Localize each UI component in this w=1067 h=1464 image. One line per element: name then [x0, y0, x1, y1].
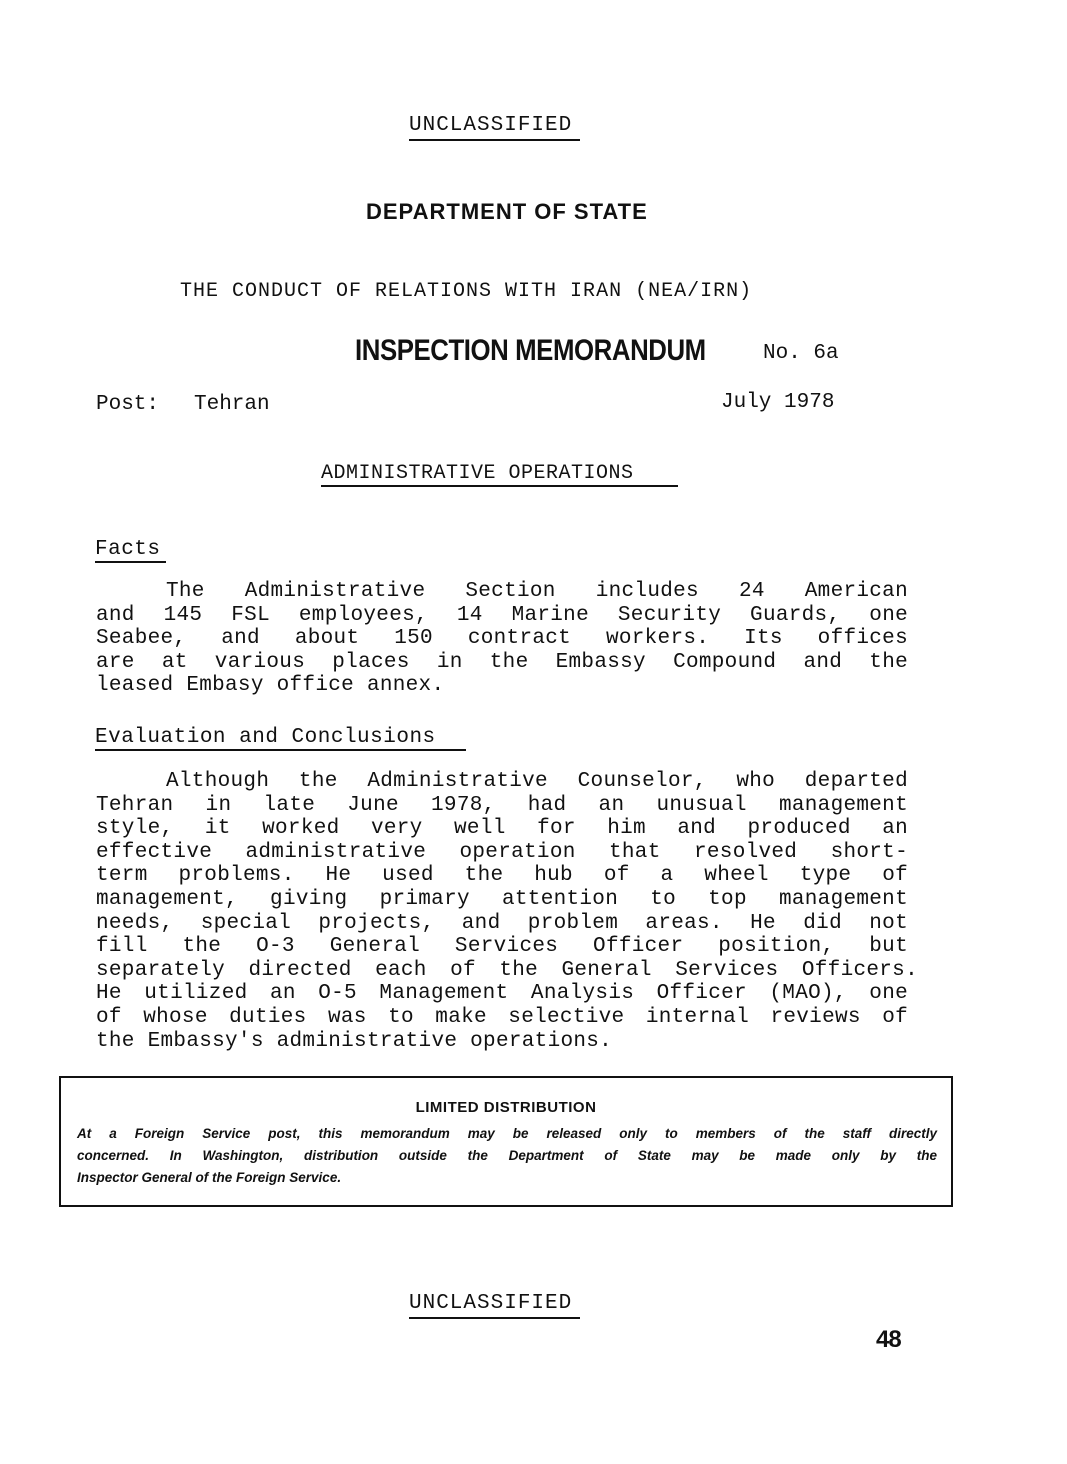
facts-line: and 145 FSL employees, 14 Marine Security Guards, one [96, 603, 908, 627]
evaluation-line: term problems. He used the hub of a wheel type of [96, 864, 908, 888]
facts-line: The Administrative Section includes 24 American [166, 580, 908, 603]
evaluation-line: the Embassy's administrative operations. [96, 1029, 613, 1053]
evaluation-line: He utilized an O-5 Management Analysis Officer (MAO), one [96, 982, 908, 1006]
limited-distribution-text [77, 1123, 937, 1189]
evaluation-line: fill the O-3 General Services Officer position, but [96, 935, 908, 959]
facts-heading: Facts [95, 538, 161, 561]
evaluation-line: needs, special projects, and problem areas. He did not [96, 911, 908, 935]
classification-marking-bottom: UNCLASSIFIED [409, 1292, 573, 1315]
post-label: Post: [96, 393, 160, 416]
facts-line: Seabee, and about 150 contract workers. Its offices [96, 627, 908, 651]
evaluation-line: separately directed each of the General Services Officers. [96, 958, 918, 982]
evaluation-heading-underline [95, 749, 466, 751]
facts-line: are at various places in the Embassy Compound and the [96, 650, 908, 674]
section-title: ADMINISTRATIVE OPERATIONS [321, 462, 634, 485]
evaluation-paragraph [96, 770, 918, 1053]
memo-number: No. 6a [763, 342, 839, 365]
memo-title: INSPECTION MEMORANDUM [355, 334, 706, 367]
evaluation-line: Tehran in late June 1978, had an unusual management [96, 793, 908, 817]
memo-date: July 1978 [721, 391, 835, 414]
distribution-line: Inspector General of the Foreign Service. [77, 1170, 342, 1185]
section-title-underline [321, 485, 678, 487]
distribution-line: At a Foreign Service post, this memorandum may be released only to members of the staff directly [77, 1126, 937, 1141]
evaluation-line: Although the Administrative Counselor, who departed [166, 770, 908, 793]
facts-paragraph [96, 580, 908, 698]
limited-distribution-title: LIMITED DISTRIBUTION [415, 1099, 597, 1116]
department-heading: DEPARTMENT OF STATE [366, 199, 648, 224]
evaluation-heading: Evaluation and Conclusions [95, 726, 436, 749]
limited-distribution-box [59, 1076, 953, 1207]
facts-line: leased Embasy office annex. [96, 674, 445, 698]
post-value: Tehran [194, 393, 270, 416]
facts-heading-underline [95, 561, 166, 563]
classification-underline-bottom [409, 1317, 580, 1319]
classification-underline-top [409, 139, 580, 141]
evaluation-line: of whose duties was to make selective internal reviews of [96, 1005, 908, 1029]
evaluation-line: effective administrative operation that resolved short- [96, 840, 908, 864]
evaluation-line: style, it worked very well for him and produced an [96, 817, 908, 841]
classification-marking-top: UNCLASSIFIED [409, 114, 573, 137]
page-number: 48 [876, 1326, 901, 1353]
evaluation-line: management, giving primary attention to top management [96, 887, 908, 911]
distribution-line: concerned. In Washington, distribution outside the Department of State may be made only by the [77, 1148, 937, 1163]
memo-subject: THE CONDUCT OF RELATIONS WITH IRAN (NEA/IRN) [180, 280, 753, 303]
